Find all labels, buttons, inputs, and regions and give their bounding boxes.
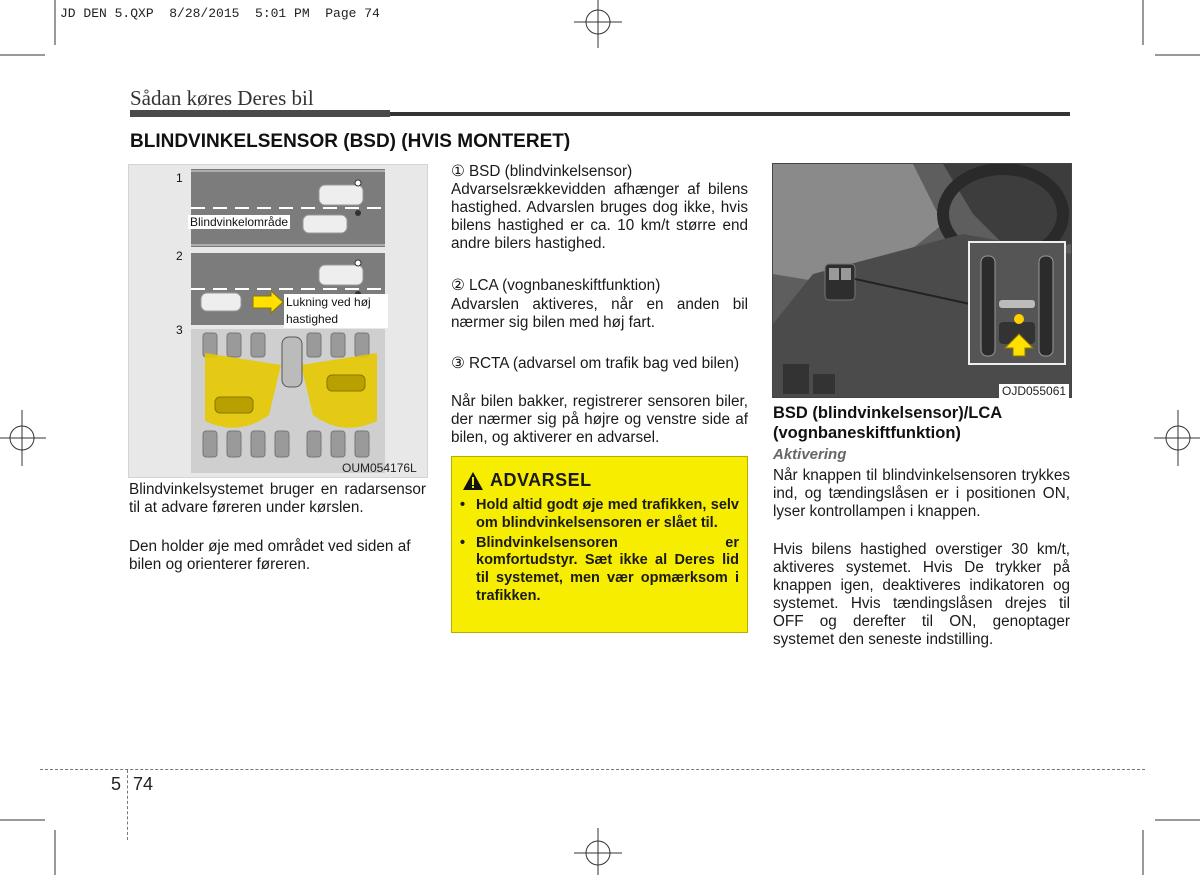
warning-title: ADVARSEL xyxy=(490,470,592,490)
footer-separator xyxy=(127,770,128,840)
closing-speed-line2: hastighed xyxy=(286,312,339,326)
car-icon xyxy=(303,215,347,233)
warning-list xyxy=(460,497,739,606)
rcta-text: Når bilen bakker, registrerer sensoren biler, der nærmer sig på højre og venstre side af bilen, og aktiverer en advarsel. xyxy=(451,393,748,446)
left-paragraph-2: Den holder øje med området ved siden af bilen og orienterer føreren. xyxy=(129,538,411,573)
running-title: Sådan køres Deres bil xyxy=(130,86,314,110)
print-header: JD DEN 5.QXP 8/28/2015 5:01 PM Page 74 xyxy=(60,6,380,21)
panel-number-3: 3 xyxy=(176,323,183,337)
bsd-text: Advarselsrækkevidden afhænger af bilens hastighed. Advarslen bruges dog ikke, hvis bilens hastighed er ca. 10 km/t større end andre bilers hastighed. xyxy=(451,181,748,252)
bsd-lca-subheading: BSD (blindvinkelsensor)/LCA (vognbaneskiftfunktion) xyxy=(773,404,1002,442)
panel-number-1: 1 xyxy=(176,171,183,185)
activation-heading: Aktivering xyxy=(773,446,847,463)
warning-item: • Hold altid godt øje med trafikken, selv om blindvinkelsensoren er slået til. xyxy=(460,497,739,531)
car-icon xyxy=(201,293,241,311)
figure-code-left: OUM054176L xyxy=(342,461,417,475)
rcta-heading: ③ RCTA (advarsel om trafik bag ved bilen) xyxy=(451,355,740,372)
lca-text: Advarslen aktiveres, når en anden bil nærmer sig bilen med høj fart. xyxy=(451,296,748,331)
section-title: BLINDVINKELSENSOR (BSD) (HVIS MONTERET) xyxy=(130,131,571,152)
right-paragraph-1: Når knappen til blindvinkelsensoren trykkes ind, og tændingslåsen er i positionen ON, lyser kontrollampen i knappen. xyxy=(773,467,1070,520)
car-icon xyxy=(319,185,363,205)
warning-triangle-icon xyxy=(462,471,484,496)
own-car-icon xyxy=(282,337,302,387)
car-icon xyxy=(319,265,363,285)
figure-code-right: OJD055061 xyxy=(999,384,1069,398)
panel-number-2: 2 xyxy=(176,249,183,263)
closing-speed-label xyxy=(284,294,388,328)
left-paragraph-1: Blindvinkelsystemet bruger en radarsensor til at advare føreren under kørslen. xyxy=(129,481,426,516)
bsd-heading: ① BSD (blindvinkelsensor) xyxy=(451,163,633,180)
dashboard-photo xyxy=(772,163,1072,398)
footer-rule xyxy=(40,769,1145,770)
dashboard-illustration xyxy=(773,164,1071,397)
right-paragraph-2: Hvis bilens hastighed overstiger 30 km/t, aktiveres systemet. Hvis De trykker på knappen igen, deaktiveres indikatoren og systemet. Hvis tændingslåsen drejes til OFF og derefter til ON, genoptager systemet den seneste indstilling. xyxy=(773,541,1070,648)
warning-box xyxy=(451,456,748,633)
page-number: 74 xyxy=(133,774,154,794)
title-rule-accent xyxy=(130,110,390,117)
closing-speed-line1: Lukning ved høj xyxy=(286,295,371,309)
warning-item: • Blindvinkelsensoren er komfortudstyr. Sæt ikke al Deres lid til systemet, men vær opmærksom i trafikken. xyxy=(460,534,739,604)
chapter-number: 5 xyxy=(111,774,122,794)
lca-heading: ② LCA (vognbaneskiftfunktion) xyxy=(451,277,661,294)
blind-zone-label: Blindvinkelområde xyxy=(190,215,289,229)
